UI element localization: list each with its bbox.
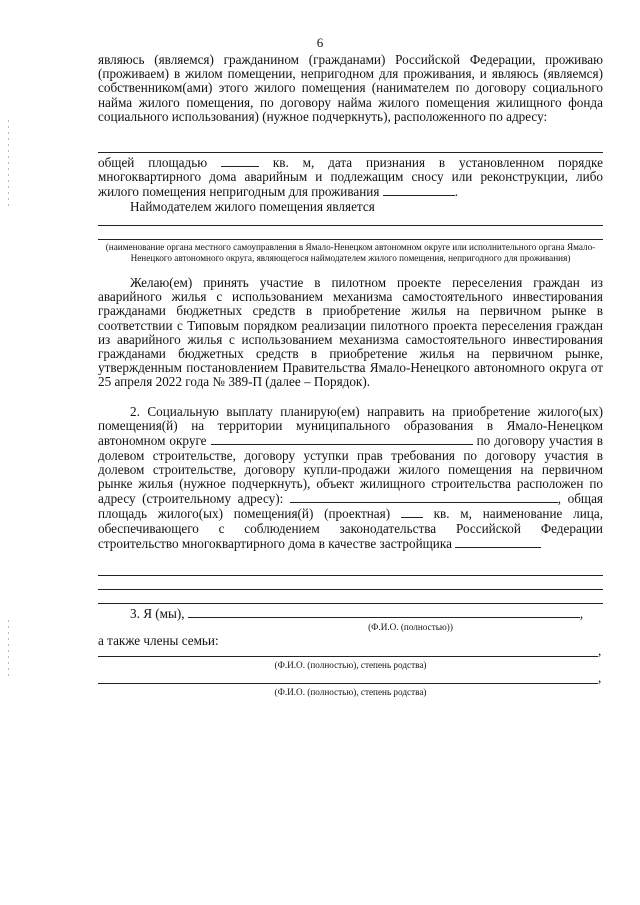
para2-rest: кв. м, наименование лица, обеспечивающего с соблюдением законодательства Российской Федерации строительство многоквартирного дома в качестве застройщика: [98, 506, 603, 551]
area-blank: [221, 155, 259, 167]
comma: ,: [598, 643, 602, 658]
para2-units: жилого(ых) помещения(й) (проектная): [157, 506, 391, 522]
developer-line-1: [98, 575, 603, 576]
para2-start: 2. Социальную выплату планирую(ем) направить на приобретение жилого(ых) помещения(й) на территории муниципального образования в Ямало-Ненецком автономном округе: [98, 404, 603, 449]
scan-margin-mark: [8, 620, 9, 680]
note-landlord: (наименование органа местного самоуправления в Ямало-Ненецком автономном округе или исполнительного органа Ямало-Ненецкого автономного округа, являющегося наймодателем жилого помещения, непригодного для проживания): [105, 242, 596, 263]
para3-label: 3. Я (мы),: [130, 606, 185, 621]
para2-total-area: , общая площадь: [98, 491, 603, 522]
project-area-blank: [401, 506, 423, 518]
address-line: [98, 152, 603, 153]
paragraph-3: [98, 606, 603, 621]
comma: ,: [579, 606, 584, 621]
comma: ,: [598, 670, 602, 685]
date-blank: [383, 184, 455, 196]
scan-margin-mark: [8, 120, 9, 210]
developer-blank: [455, 536, 541, 548]
area-label: общей площадью: [98, 155, 208, 170]
landlord-line-2: [98, 239, 603, 240]
paragraph-2: [98, 405, 603, 551]
object-address-blank: [290, 491, 558, 503]
para2-contract: по договору участия в долевом строительстве, договору уступки прав требования по договору участия в долевом строительстве, договору купли-продажи жилого помещения на первичном рынке жилья (нужное подчеркнуть), объект жилищного строительства расположен по адресу (строительному адресу):: [98, 433, 604, 507]
paragraph-area: общей площадью кв. м, дата признания в установленном порядке многоквартирного дома аварийным и подлежащим сносу или реконструкции, либо жилого помещения непригодным для проживания .: [98, 155, 603, 200]
note-fio-relation-1: (Ф.И.О. (полностью), степень родства): [274, 660, 427, 670]
area-text: кв. м, дата признания в установленном порядке многоквартирного дома аварийным и подлежащим сносу или реконструкции, либо жилого помещения непригодным для проживания: [98, 155, 603, 200]
landlord-line-1: [98, 225, 603, 226]
page-number: 6: [316, 35, 324, 50]
note-fio: (Ф.И.О. (полностью)): [368, 622, 453, 632]
landlord-label: Наймодателем жилого помещения является: [130, 199, 375, 214]
developer-line-3: [98, 603, 603, 604]
developer-line-2: [98, 589, 603, 590]
paragraph-wish: Желаю(ем) принять участие в пилотном проекте переселения граждан из аварийного жилья с использованием механизма самостоятельного инвестирования гражданами бюджетных средств в приобретение жилья на первичном рынке в соответствии с Типовым порядком реализации пилотного проекта переселения граждан из аварийного жилья с использованием механизма самостоятельного инвестирования гражданами бюджетных средств в приобретение жилья на первичном рынке, утвержденным постановлением Правительства Ямало-Ненецкого автономного округа от 25 апреля 2022 года № 389-П (далее – Порядок).: [98, 275, 603, 390]
applicant-name-blank: [188, 606, 580, 618]
family-label: а также члены семьи:: [98, 633, 219, 648]
family-line-2: [98, 683, 598, 684]
paragraph-citizen: являюсь (являемся) гражданином (гражданами) Российской Федерации, проживаю (проживаем) в жилом помещении, непригодном для проживания, и являюсь (являемся) собственником(ами) этого жилого помещения (нанимателем по договору социального найма жилого помещения, по договору найма жилого помещения жилищного фонда социального использования) (нужное подчеркнуть), расположенного по адресу:: [98, 52, 603, 124]
family-line-1: [98, 656, 598, 657]
note-fio-relation-2: (Ф.И.О. (полностью), степень родства): [274, 687, 427, 697]
municipality-blank: [211, 433, 473, 445]
